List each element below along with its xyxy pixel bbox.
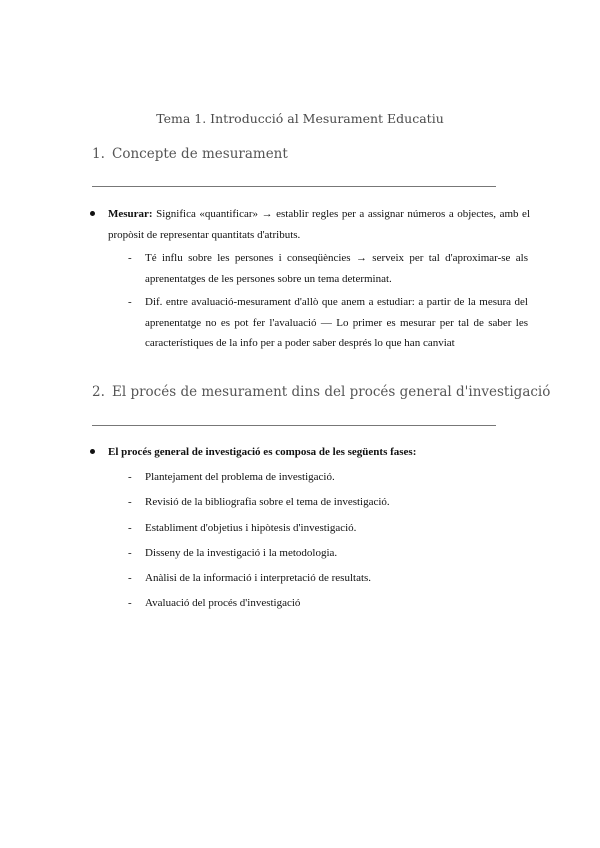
dash-icon: - <box>128 522 132 534</box>
sub-item-text: Té influ sobre les persones i conseqüències → serveix per tal d'aproximar-se als aprenentatges de les persones sobre un tema determinat. <box>145 252 528 285</box>
sub-item-text: Disseny de la investigació i la metodologia. <box>145 547 338 559</box>
section-1-heading <box>92 146 288 162</box>
dash-icon: - <box>128 296 132 308</box>
sub-item-text: Dif. entre avaluació-mesurament d'allò que anem a estudiar: a partir de la mesura del aprenentatge no es pot fer l'avaluació — Lo primer es mesurar per tal de saber les característiques de la info per a poder saber després lo que han canviat <box>145 296 528 349</box>
section-divider <box>92 186 496 187</box>
sub-item <box>128 543 528 564</box>
sub-item-text: Avaluació del procés d'investigació <box>145 597 301 609</box>
sub-item <box>128 593 528 614</box>
section-title: Concepte de mesurament <box>112 146 288 162</box>
section-number: 1. <box>92 146 105 162</box>
sub-item <box>128 492 528 513</box>
dash-icon: - <box>128 471 132 483</box>
sub-item <box>128 568 528 589</box>
bullet-text: Significa «quantificar» → establir regles per a assignar números a objectes, amb el propòsit de representar quantitats d'atributs. <box>108 208 530 241</box>
dash-icon: - <box>128 547 132 559</box>
dash-icon: - <box>128 496 132 508</box>
bullet-text: El procés general de investigació es composa de les següents fases: <box>108 446 417 458</box>
section-title: El procés de mesurament dins del procés general d'investigació <box>112 384 551 400</box>
sub-item-text: Revisió de la bibliografia sobre el tema de investigació. <box>145 496 390 508</box>
section-2-heading <box>92 384 550 400</box>
sub-item-text: Plantejament del problema de investigació. <box>145 471 335 483</box>
section-divider <box>92 425 496 426</box>
dash-icon: - <box>128 252 132 264</box>
bullet-icon <box>90 211 95 216</box>
bullet-item <box>90 442 530 463</box>
sub-item <box>128 248 528 289</box>
dash-icon: - <box>128 572 132 584</box>
section-number: 2. <box>92 384 105 400</box>
sub-item-text: Anàlisi de la informació i interpretació de resultats. <box>145 572 372 584</box>
sub-item-text: Establiment d'objetius i hipòtesis d'investigació. <box>145 522 357 534</box>
bullet-icon <box>90 449 95 454</box>
bullet-term: Mesurar: <box>108 208 153 220</box>
sub-item <box>128 467 528 488</box>
document-title: Tema 1. Introducció al Mesurament Educatiu <box>156 111 444 126</box>
sub-item <box>128 518 528 539</box>
bullet-item <box>90 204 530 245</box>
dash-icon: - <box>128 597 132 609</box>
sub-item <box>128 292 528 354</box>
